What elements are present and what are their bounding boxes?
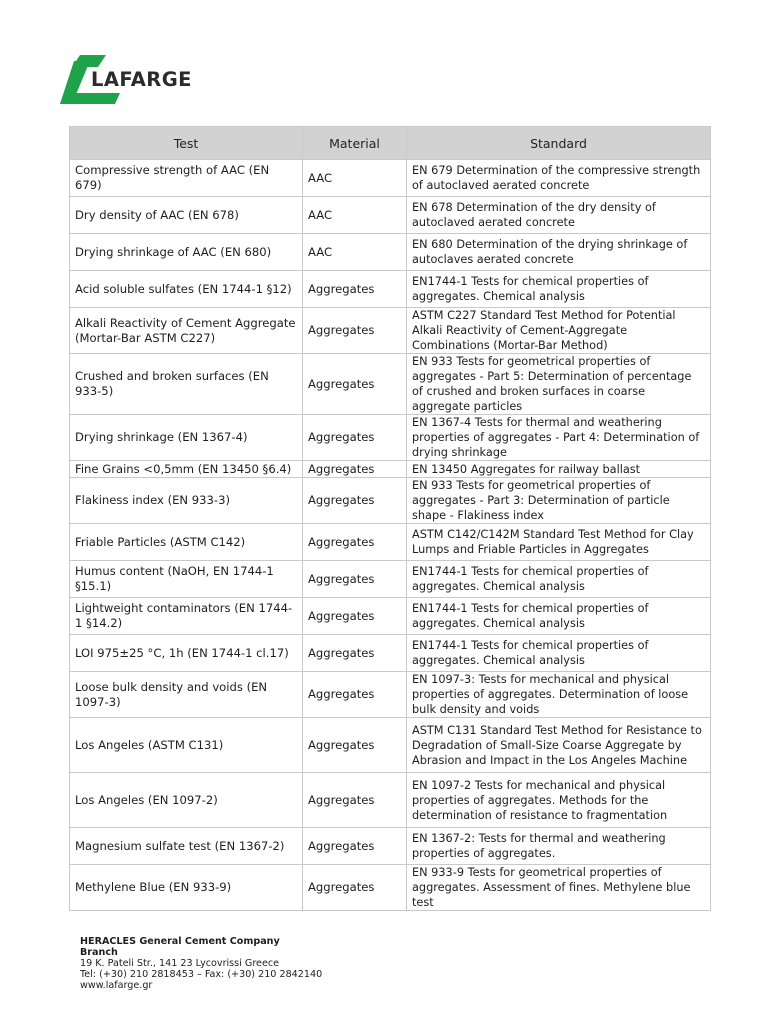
- cell-material: Aggregates: [303, 461, 407, 478]
- cell-test: Acid soluble sulfates (EN 1744-1 §12): [70, 271, 303, 308]
- company-phone-fax: Tel: (+30) 210 2818453 – Fax: (+30) 210 2842140: [80, 969, 323, 980]
- cell-material: Aggregates: [303, 718, 407, 773]
- cell-standard: ASTM C227 Standard Test Method for Potential Alkali Reactivity of Cement-Aggregate Combinations (Mortar-Bar Method): [407, 308, 711, 354]
- table-row: [70, 461, 711, 478]
- cell-material: Aggregates: [303, 354, 407, 415]
- table-row: [70, 415, 711, 461]
- company-address: 19 K. Pateli Str., 141 23 Lycovrissi Greece: [80, 958, 280, 969]
- cell-standard: ASTM C131 Standard Test Method for Resistance to Degradation of Small-Size Coarse Aggregate by Abrasion and Impact in the Los Angeles Machine: [407, 718, 711, 773]
- table-row: [70, 271, 711, 308]
- cell-test: Friable Particles (ASTM C142): [70, 524, 303, 561]
- table-row: [70, 561, 711, 598]
- column-header-test: Test: [70, 127, 303, 160]
- table-row: [70, 672, 711, 718]
- cell-test: Drying shrinkage (EN 1367-4): [70, 415, 303, 461]
- cell-material: Aggregates: [303, 598, 407, 635]
- cell-standard: EN1744-1 Tests for chemical properties of aggregates. Chemical analysis: [407, 598, 711, 635]
- cell-test: Crushed and broken surfaces (EN 933-5): [70, 354, 303, 415]
- cell-standard: EN1744-1 Tests for chemical properties of aggregates. Chemical analysis: [407, 561, 711, 598]
- cell-test: Methylene Blue (EN 933-9): [70, 865, 303, 911]
- table-row: [70, 865, 711, 911]
- cell-material: Aggregates: [303, 478, 407, 524]
- cell-test: Los Angeles (ASTM C131): [70, 718, 303, 773]
- footer-contact: [80, 936, 322, 991]
- cell-test: Loose bulk density and voids (EN 1097-3): [70, 672, 303, 718]
- cell-standard: EN 1097-3: Tests for mechanical and physical properties of aggregates. Determination of loose bulk density and voids: [407, 672, 711, 718]
- cell-test: Fine Grains <0,5mm (EN 13450 §6.4): [70, 461, 303, 478]
- table-row: [70, 197, 711, 234]
- table-row: [70, 773, 711, 828]
- cell-material: AAC: [303, 234, 407, 271]
- cell-material: Aggregates: [303, 308, 407, 354]
- cell-material: AAC: [303, 160, 407, 197]
- company-branch: Branch: [80, 947, 118, 958]
- cell-standard: EN 678 Determination of the dry density of autoclaved aerated concrete: [407, 197, 711, 234]
- cell-material: Aggregates: [303, 415, 407, 461]
- cell-material: Aggregates: [303, 672, 407, 718]
- cell-standard: EN 933 Tests for geometrical properties of aggregates - Part 3: Determination of particle shape - Flakiness index: [407, 478, 711, 524]
- cell-material: Aggregates: [303, 828, 407, 865]
- cell-test: Magnesium sulfate test (EN 1367-2): [70, 828, 303, 865]
- table-row: [70, 718, 711, 773]
- tests-table: [69, 126, 711, 911]
- cell-test: Lightweight contaminators (EN 1744-1 §14.2): [70, 598, 303, 635]
- cell-standard: EN 933 Tests for geometrical properties of aggregates - Part 5: Determination of percentage of crushed and broken surfaces in coarse aggregate particles: [407, 354, 711, 415]
- table-row: [70, 234, 711, 271]
- cell-standard: EN 1367-4 Tests for thermal and weathering properties of aggregates - Part 4: Determination of drying shrinkage: [407, 415, 711, 461]
- table-row: [70, 308, 711, 354]
- cell-test: LOI 975±25 °C, 1h (EN 1744-1 cl.17): [70, 635, 303, 672]
- table-row: [70, 598, 711, 635]
- cell-test: Humus content (NaOH, EN 1744-1 §15.1): [70, 561, 303, 598]
- cell-test: Flakiness index (EN 933-3): [70, 478, 303, 524]
- column-header-standard: Standard: [407, 127, 711, 160]
- table-row: [70, 160, 711, 197]
- cell-material: Aggregates: [303, 561, 407, 598]
- table-row: [70, 828, 711, 865]
- lafarge-logo: [60, 55, 230, 107]
- cell-standard: ASTM C142/C142M Standard Test Method for Clay Lumps and Friable Particles in Aggregates: [407, 524, 711, 561]
- cell-standard: EN 1097-2 Tests for mechanical and physical properties of aggregates. Methods for the determination of resistance to fragmentation: [407, 773, 711, 828]
- cell-material: Aggregates: [303, 865, 407, 911]
- table-row: [70, 354, 711, 415]
- cell-standard: EN1744-1 Tests for chemical properties of aggregates. Chemical analysis: [407, 635, 711, 672]
- cell-test: Compressive strength of AAC (EN 679): [70, 160, 303, 197]
- cell-test: Alkali Reactivity of Cement Aggregate (Mortar-Bar ASTM C227): [70, 308, 303, 354]
- column-header-material: Material: [303, 127, 407, 160]
- cell-material: AAC: [303, 197, 407, 234]
- table-row: [70, 478, 711, 524]
- table-row: [70, 635, 711, 672]
- cell-standard: EN 933-9 Tests for geometrical properties of aggregates. Assessment of fines. Methylene blue test: [407, 865, 711, 911]
- cell-standard: EN 680 Determination of the drying shrinkage of autoclaves aerated concrete: [407, 234, 711, 271]
- cell-material: Aggregates: [303, 271, 407, 308]
- cell-standard: EN1744-1 Tests for chemical properties of aggregates. Chemical analysis: [407, 271, 711, 308]
- cell-material: Aggregates: [303, 524, 407, 561]
- cell-standard: EN 1367-2: Tests for thermal and weathering properties of aggregates.: [407, 828, 711, 865]
- cell-standard: EN 679 Determination of the compressive strength of autoclaved aerated concrete: [407, 160, 711, 197]
- cell-material: Aggregates: [303, 635, 407, 672]
- table-row: [70, 524, 711, 561]
- table-header-row: [70, 127, 711, 160]
- cell-test: Drying shrinkage of AAC (EN 680): [70, 234, 303, 271]
- company-website: www.lafarge.gr: [80, 980, 153, 991]
- logo-wordmark: LAFARGE: [91, 68, 192, 91]
- cell-material: Aggregates: [303, 773, 407, 828]
- cell-test: Dry density of AAC (EN 678): [70, 197, 303, 234]
- cell-standard: EN 13450 Aggregates for railway ballast: [407, 461, 711, 478]
- company-name: HERACLES General Cement Company: [80, 936, 280, 947]
- cell-test: Los Angeles (EN 1097-2): [70, 773, 303, 828]
